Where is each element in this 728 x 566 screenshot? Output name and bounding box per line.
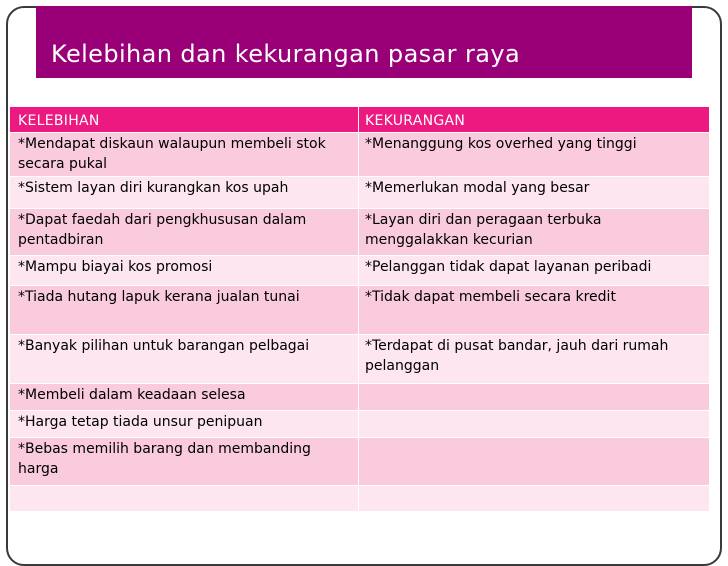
kelebihan-cell: *Membeli dalam keadaan selesa [10,384,359,411]
kelebihan-cell: *Banyak pilihan untuk barangan pelbagai [10,335,359,384]
table-row [10,411,710,438]
table-row [10,335,710,384]
table-row [10,256,710,286]
header-kekurangan: KEKURANGAN [359,107,710,133]
kelebihan-cell: *Mendapat diskaun walaupun membeli stok secara pukal [10,133,359,177]
table-row [10,384,710,411]
table-row [10,209,710,256]
kelebihan-cell: *Sistem layan diri kurangkan kos upah [10,177,359,209]
kekurangan-cell [359,411,710,438]
comparison-table [10,107,710,512]
table-row [10,486,710,512]
table-row [10,286,710,335]
table-header-row [10,107,710,133]
slide-title: Kelebihan dan kekurangan pasar raya [51,40,521,68]
kekurangan-cell: *Tidak dapat membeli secara kredit [359,286,710,335]
kekurangan-cell [359,384,710,411]
kelebihan-cell [10,486,359,512]
kelebihan-cell: *Dapat faedah dari pengkhususan dalam pentadbiran [10,209,359,256]
table-row [10,133,710,177]
kelebihan-cell: *Harga tetap tiada unsur penipuan [10,411,359,438]
title-bar [36,6,692,78]
table-row [10,438,710,486]
kekurangan-cell: *Memerlukan modal yang besar [359,177,710,209]
kekurangan-cell: *Terdapat di pusat bandar, jauh dari rumah pelanggan [359,335,710,384]
header-kelebihan: KELEBIHAN [10,107,359,133]
kekurangan-cell: *Layan diri dan peragaan terbuka menggalakkan kecurian [359,209,710,256]
kelebihan-cell: *Tiada hutang lapuk kerana jualan tunai [10,286,359,335]
kekurangan-cell [359,486,710,512]
kekurangan-cell: *Pelanggan tidak dapat layanan peribadi [359,256,710,286]
kekurangan-cell: *Menanggung kos overhed yang tinggi [359,133,710,177]
kelebihan-cell: *Mampu biayai kos promosi [10,256,359,286]
kelebihan-cell: *Bebas memilih barang dan membanding harga [10,438,359,486]
table-row [10,177,710,209]
kekurangan-cell [359,438,710,486]
